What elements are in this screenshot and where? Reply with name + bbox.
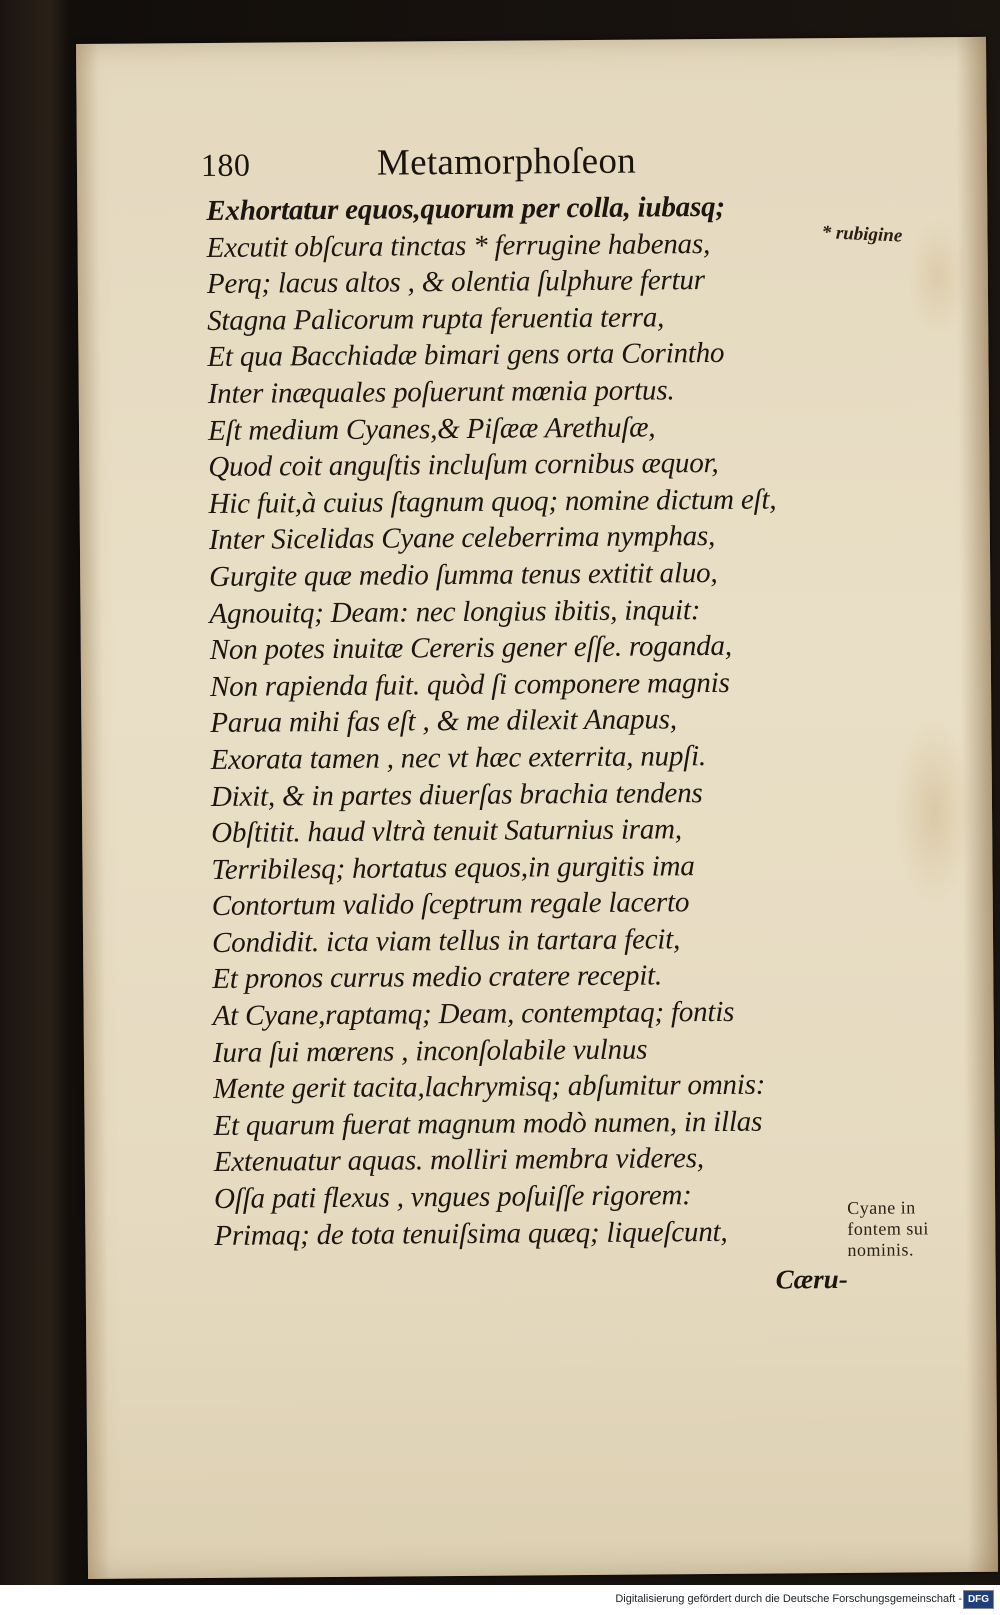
verse-line: Quod coit anguſtis incluſum cornibus æquor,: [208, 447, 719, 484]
verse-line: Hic fuit,à cuius ſtagnum quoq; nomine dictum eſt,: [208, 483, 777, 520]
marginal-gloss: * rubigine: [821, 222, 903, 247]
verse-block: [206, 188, 854, 1254]
verse-line: Eſt medium Cyanes,& Piſææ Arethuſæ,: [207, 411, 656, 447]
verse-line: Extenuatur aquas. molliri membra videres,: [213, 1142, 705, 1179]
verse-line: Iura ſui mœrens , inconſolabile vulnus: [212, 1033, 648, 1069]
verse-line: Terribilesq; hortatus equos,in gurgitis ima: [211, 849, 695, 886]
side-note: [847, 1197, 967, 1261]
catchword: Cæru-: [775, 1263, 848, 1295]
running-title: Metamorphoſeon: [376, 140, 637, 184]
page-number: 180: [200, 146, 251, 184]
verse-line: Agnouitq; Deam: nec longius ibitis, inquit:: [209, 593, 701, 630]
verse-line: Excutit obſcura tinctas * ferrugine habenas,: [206, 227, 711, 264]
side-note-line: nominis.: [847, 1239, 915, 1260]
side-note-line: fontem sui: [847, 1218, 929, 1239]
verse-line: Perq; lacus altos , & olentia ſulphure fertur: [206, 264, 705, 301]
verse-line: Oſſa pati flexus , vngues poſuiſſe rigorem:: [213, 1179, 692, 1215]
verse-line: Parua mihi fas eſt , & me dilexit Anapus,: [210, 703, 677, 740]
verse-line: Obſtitit. haud vltrà tenuit Saturnius iram,: [211, 813, 683, 850]
side-note-line: Cyane in: [847, 1197, 916, 1218]
page-header: [201, 138, 801, 189]
verse-line: Stagna Palicorum rupta feruentia terra,: [207, 301, 665, 337]
verse-line: Et pronos currus medio cratere recepit.: [212, 959, 663, 996]
verse-line: Dixit, & in partes diuerſas brachia tendens: [210, 776, 703, 813]
verse-line: Contortum valido ſceptrum regale lacerto: [211, 886, 690, 923]
verse-line: Non rapienda fuit. quòd ſi componere magnis: [209, 666, 730, 703]
verse-line: Non potes inuitæ Cereris gener eſſe. roganda,: [209, 629, 732, 667]
verse-line: Primaq; de tota tenuiſsima quæq; liqueſcunt,: [214, 1215, 728, 1252]
footer-credit: Digitalisierung gefördert durch die Deutsche Forschungsgemeinschaft -: [615, 1593, 962, 1605]
verse-line: Inter inæquales poſuerunt mœnia portus.: [207, 374, 675, 410]
verse-line: Gurgite quæ medio ſumma tenus extitit aluo,: [209, 556, 718, 593]
verse-line: Exorata tamen , nec vt hæc exterrita, nupſi.: [210, 739, 707, 776]
verse-line: Et qua Bacchiadæ bimari gens orta Corintho: [207, 337, 725, 374]
verse-line: Mente gerit tacita,lachrymisq; abſumitur omnis:: [213, 1068, 766, 1106]
paper-stain: [907, 217, 968, 337]
dfg-logo-icon: DFG: [963, 1590, 994, 1609]
verse-line: Exhortatur equos,quorum per colla, iubasq;: [206, 190, 725, 227]
verse-line: At Cyane,raptamq; Deam, contemptaq; fontis: [212, 995, 735, 1033]
digitization-footer: [0, 1585, 1000, 1615]
verse-line: Condidit. icta viam tellus in tartara fecit,: [211, 923, 681, 959]
book-page: [76, 37, 998, 1579]
verse-line: Et quarum fuerat magnum modò numen, in illas: [213, 1105, 763, 1142]
verse-line: Inter Sicelidas Cyane celeberrima nymphas,: [208, 520, 716, 557]
